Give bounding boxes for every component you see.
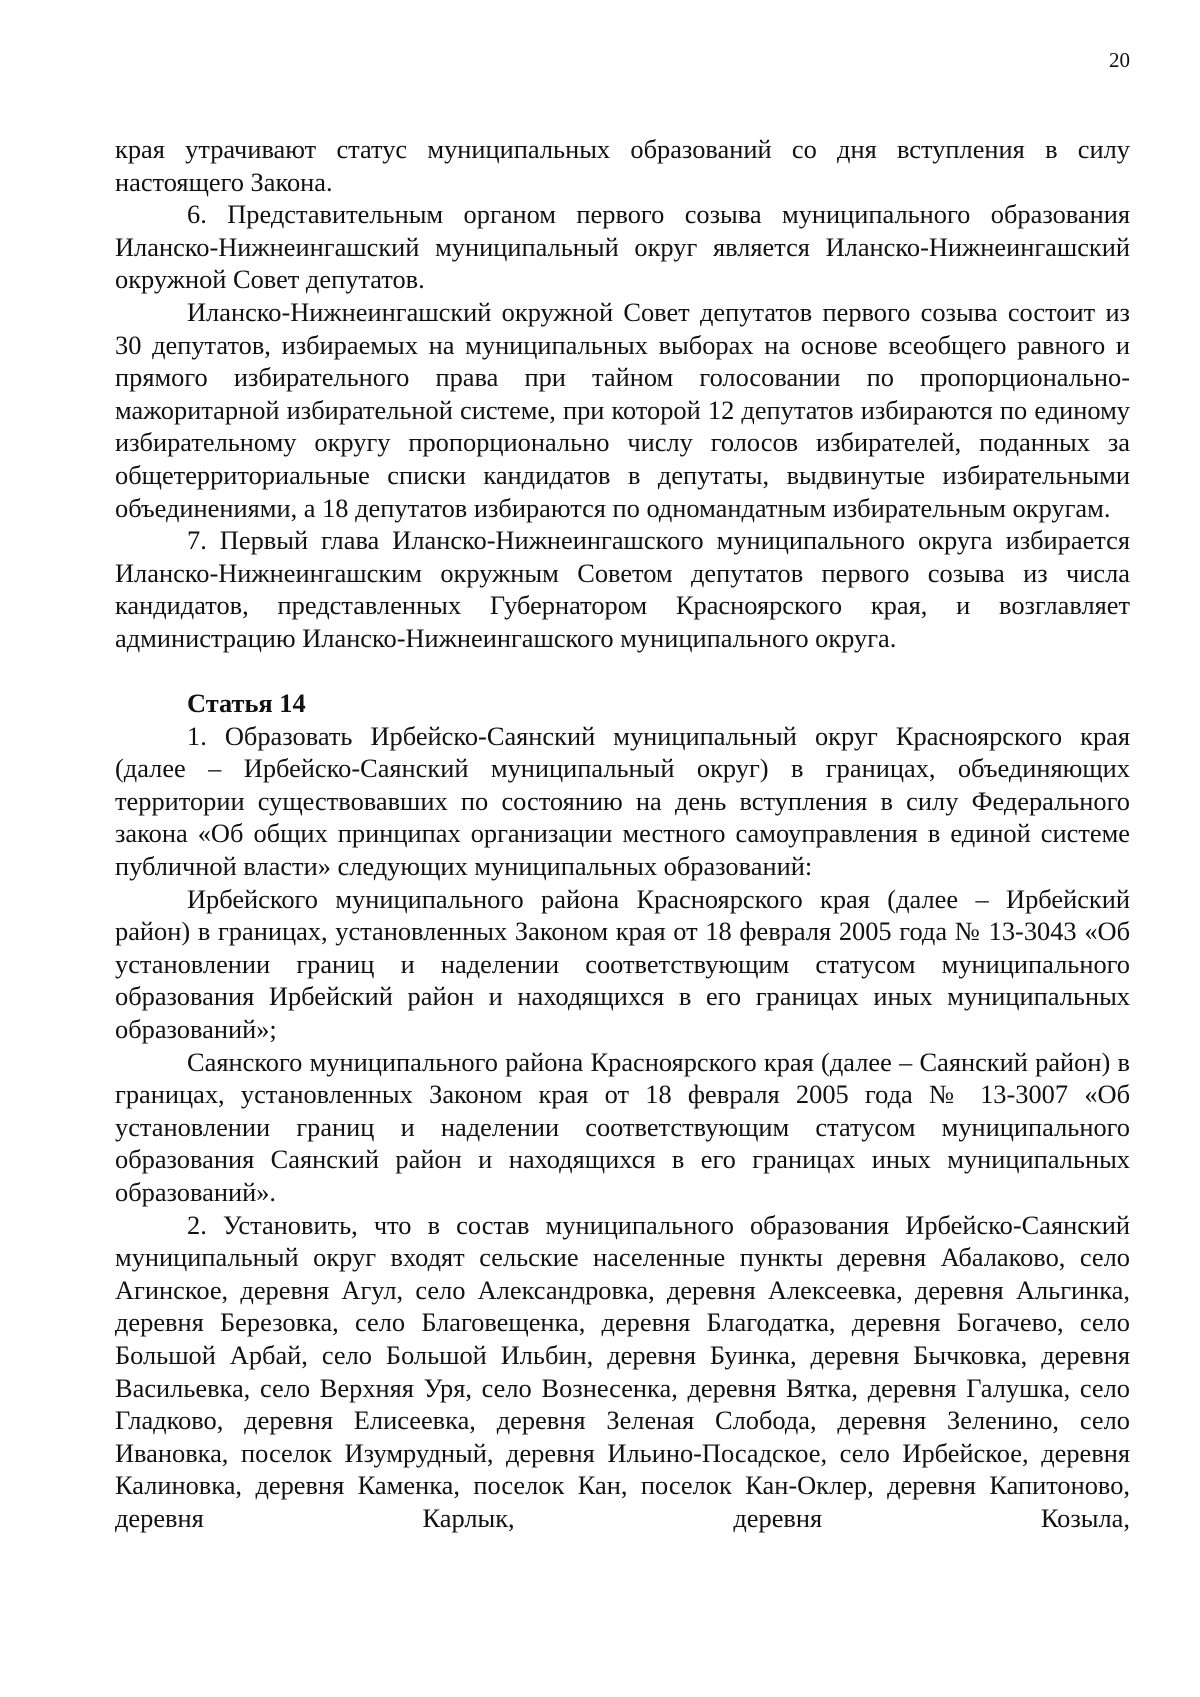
paragraph-item-7: 7. Первый глава Иланско-Нижнеингашского муниципального округа избирается Иланско-Нижнеингашским окружным Советом депутатов первого созыва из числа кандидатов, представленных Губернатором Красноярского края, и возглавляет администрацию Иланско-Нижнеингашского муниципального округа. — [115, 525, 1130, 653]
paragraph-irbey-district: Ирбейского муниципального района Красноярского края (далее – Ирбейский район) в границах, установленных Законом края от 18 февраля 2005 года № 13-3043 «Об установлении границ и наделении соответствующим статусом муниципального образования Ирбейский район и находящихся в его границах иных муниципальных образований»; — [115, 883, 1130, 1045]
paragraph-article-item-2: 2. Установить, что в состав муниципального образования Ирбейско-Саянский муниципальный округ входят сельские населенные пункты деревня Абалаково, село Агинское, деревня Агул, село Александровка, деревня Алексеевка, деревня Альгинка, деревня Березовка, село Благовещенка, деревня Благодатка, деревня Богачево, село Большой Арбай, село Большой Ильбин, деревня Буинка, деревня Бычковка, деревня Васильевка, село Верхняя Уря, село Вознесенка, деревня Вятка, деревня Галушка, село Гладково, деревня Елисеевка, деревня Зеленая Слобода, деревня Зеленино, село Ивановка, поселок Изумрудный, деревня Ильино-Посадское, село Ирбейское, деревня Калиновка, деревня Каменка, поселок Кан, поселок Кан-Оклер, деревня Капитоново, деревня Карлык, деревня Козыла, — [115, 1209, 1130, 1533]
paragraph-continuation: края утрачивают статус муниципальных образований со дня вступления в силу настоящего Закона. — [115, 134, 1130, 197]
page-number: 20 — [1109, 48, 1130, 72]
paragraph-item-6: 6. Представительным органом первого созыва муниципального образования Иланско-Нижнеингашский муниципальный округ является Иланско-Нижнеингашский окружной Совет депутатов. — [115, 199, 1130, 295]
paragraph-sayan-district: Саянского муниципального района Красноярского края (далее – Саянский район) в границах, установленных Законом края от 18 февраля 2005 года № 13-3007 «Об установлении границ и наделении соответствующим статусом муниципального образования Саянский район и находящихся в его границах иных муниципальных образований». — [115, 1046, 1130, 1207]
paragraph-article-item-1: 1. Образовать Ирбейско-Саянский муниципальный округ Красноярского края (далее – Ирбейско-Саянский муниципальный округ) в границах, объединяющих территории существовавших по состоянию на день вступления в силу Федерального закона «Об общих принципах организации местного самоуправления в единой системе публичной власти» следующих муниципальных образований: — [115, 720, 1130, 882]
article-heading: Статья 14 — [187, 688, 306, 719]
paragraph-council-composition: Иланско-Нижнеингашский окружной Совет депутатов первого созыва состоит из 30 депутатов, избираемых на муниципальных выборах на основе всеобщего равного и прямого избирательного права при тайном голосовании по пропорционально-мажоритарной избирательной системе, при которой 12 депутатов избираются по единому избирательному округу пропорционально числу голосов избирателей, поданных за общетерриториальные списки кандидатов в депутаты, выдвинутые избирательными объединениями, а 18 депутатов избираются по одномандатным избирательным округам. — [115, 296, 1130, 523]
document-body — [115, 133, 1130, 1535]
